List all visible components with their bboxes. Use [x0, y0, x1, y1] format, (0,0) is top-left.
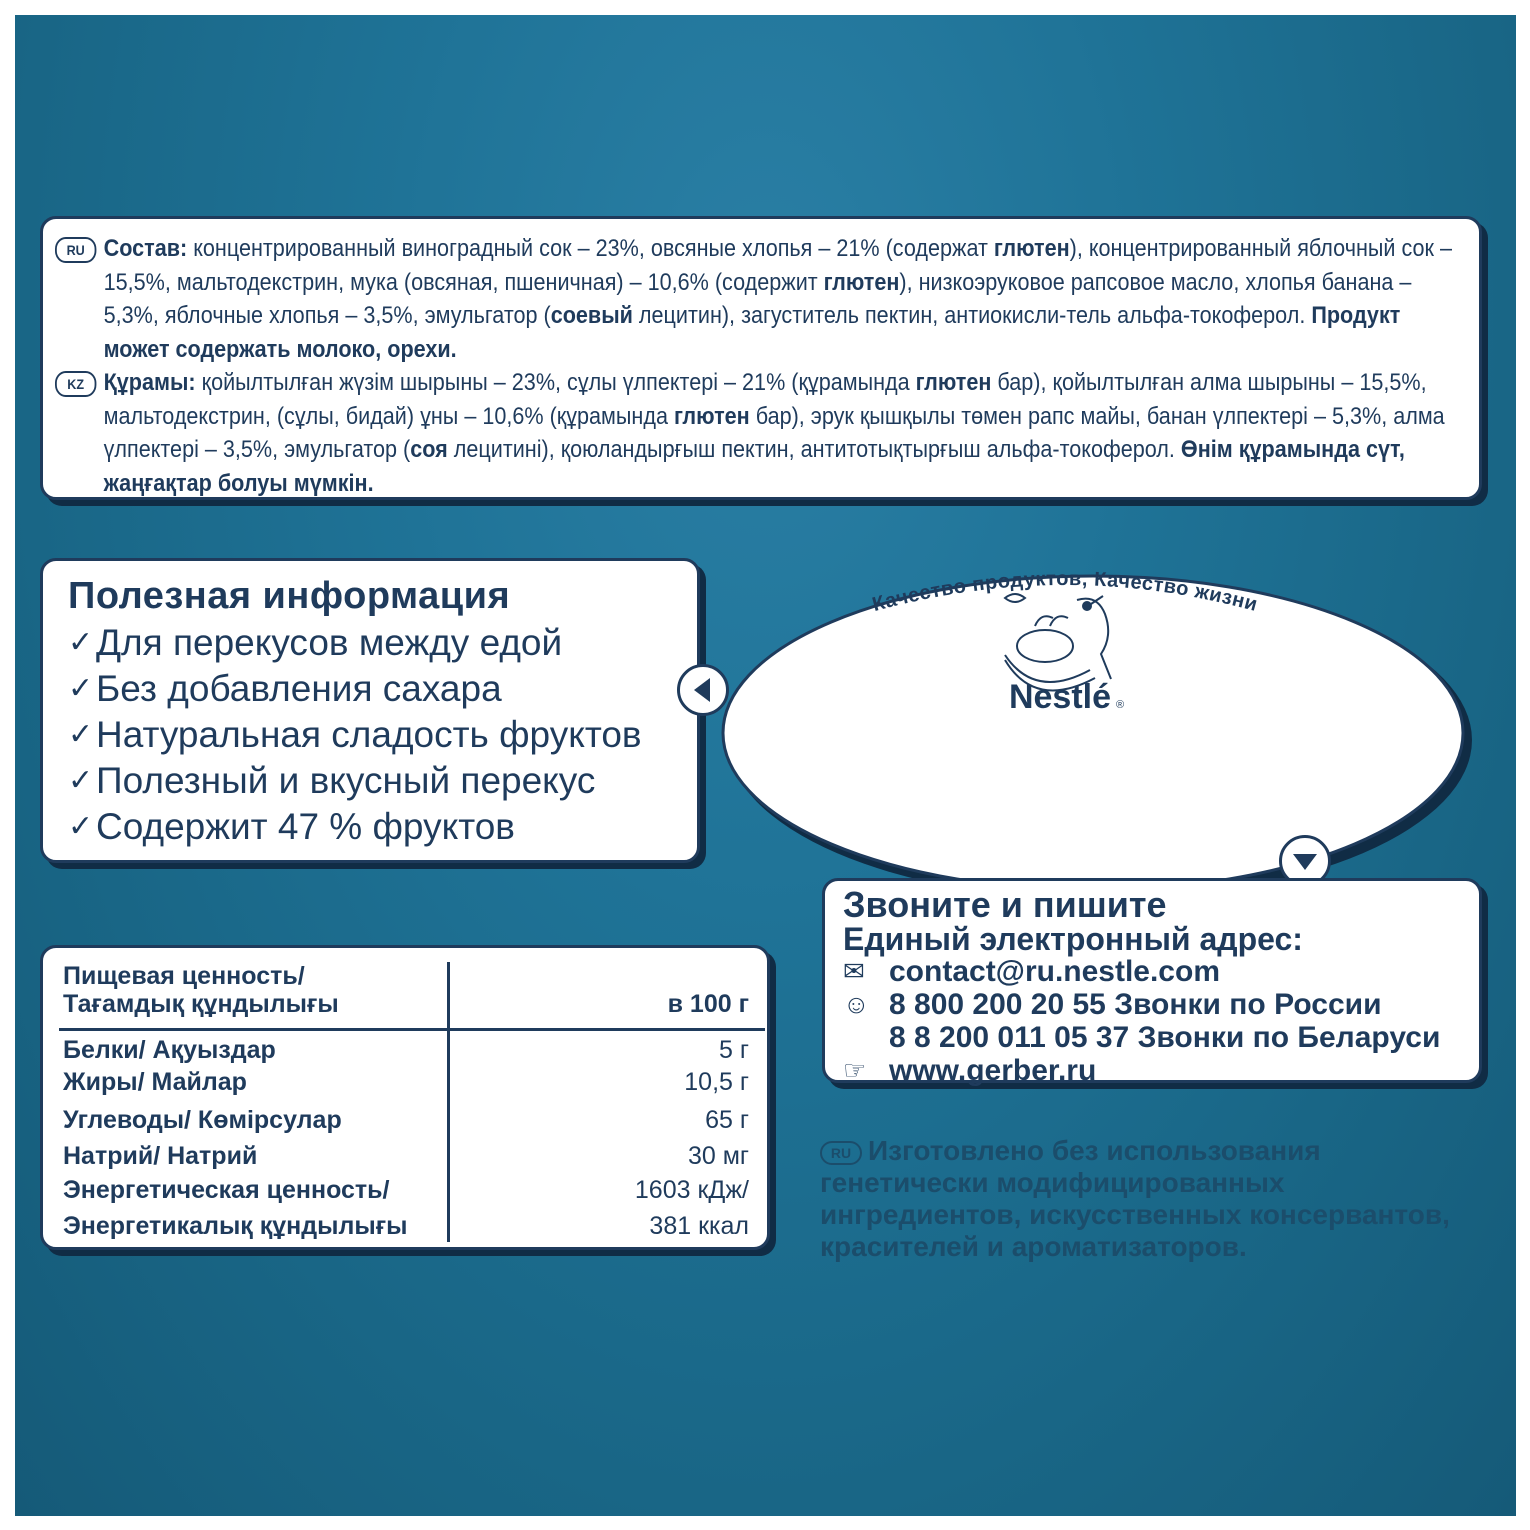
nutrition-header: Пищевая ценность/ Тағамдық құндылығы — [63, 962, 339, 1018]
ru-badge: RU — [820, 1141, 862, 1165]
composition-ru — [55, 232, 1468, 366]
nestle-logo-text: Nestlé — [1008, 678, 1112, 716]
contact-email-row — [843, 955, 1479, 988]
composition-ru-text: Состав: концентрированный виноградный сок – 23%, овсяные хлопья – 21% (содержат глютен), концентрированный яблочный сок – 15,5%, мальтодекстрин, мука (овсяная, пшеничная) – 10,6% (содержит глютен), низкоэруковое рапсовое масло, хлопья банана – 5,3%, яблочные хлопья – 3,5%, эмульгатор (соевый лецитин), загуститель пектин, антиокисли-тель альфа-токоферол. Продукт может содержать молоко, орехи. — [103, 235, 1452, 363]
useful-info-title: Полезная информация — [68, 575, 511, 617]
contact-subtitle: Единый электронный адрес: — [843, 921, 1303, 957]
check-icon: ✓ — [68, 764, 94, 797]
composition-box — [40, 216, 1482, 500]
check-icon: ✓ — [68, 718, 94, 751]
contact-title: Звоните и пишите — [843, 884, 1167, 925]
check-icon: ✓ — [68, 626, 94, 659]
registered-mark: ® — [1116, 699, 1125, 711]
triangle-left-icon — [680, 667, 726, 713]
gmo-note — [820, 1135, 1460, 1263]
brand-oval — [705, 560, 1485, 900]
contact-website[interactable]: www.gerber.ru — [889, 1054, 1097, 1087]
table-row: Углеводы/ Көмірсулар 65 г — [63, 1106, 749, 1134]
composition-kz — [55, 366, 1468, 500]
check-icon: ✓ — [68, 810, 94, 843]
useful-info-item: ✓ Полезный и вкусный перекус — [68, 758, 697, 804]
ru-badge: RU — [55, 237, 96, 263]
oval-shape — [723, 576, 1463, 890]
envelope-icon: ✉ — [843, 956, 865, 986]
contact-phone-row — [843, 1021, 1479, 1054]
table-row: Энергетикалық құндылығы 381 ккал — [63, 1212, 749, 1240]
useful-info-item: ✓ Натуральная сладость фруктов — [68, 712, 697, 758]
useful-info-item: ✓ Без добавления сахара — [68, 666, 697, 712]
table-row: Белки/ Ақуыздар 5 г — [63, 1036, 749, 1064]
contact-web-row — [843, 1054, 1479, 1087]
check-icon: ✓ — [68, 672, 94, 705]
contact-email[interactable]: contact@ru.nestle.com — [889, 955, 1220, 988]
contact-box — [822, 878, 1482, 1087]
useful-info-item: ✓ Для перекусов между едой — [68, 620, 697, 666]
composition-kz-text: Құрамы: қойылтылған жүзім шырыны – 23%, сұлы үлпектері – 21% (құрамында глютен бар), қойылтылған алма шырыны – 15,5%, мальтодекстрин, (сұлы, бидай) ұны – 10,6% (құрамында глютен бар), эрук қышқылы төмен рапс майы, банан үлпектері – 5,3%, алма үлпектері – 3,5%, эмульгатор (соя лецитині), қоюландырғыш пектин, антитотықтырғыш альфа-токоферол. Өнім құрамында сүт, жаңғақтар болуы мүмкін. — [103, 369, 1445, 497]
header-divider — [59, 1028, 765, 1031]
brand-slogan: Качество продуктов, Качество жизни — [870, 567, 1260, 617]
useful-info-item: ✓ Содержит 47 % фруктов — [68, 804, 697, 850]
pointing-hand-icon: ☞ — [843, 1055, 867, 1085]
table-row: Натрий/ Натрий 30 мг — [63, 1142, 749, 1170]
table-row: Энергетическая ценность/ 1603 кДж/ — [63, 1176, 749, 1204]
kz-badge: KZ — [55, 371, 96, 397]
contact-phone-by[interactable]: 8 8 200 011 05 37 Звонки по Беларуси — [889, 1021, 1441, 1054]
contact-phone-ru[interactable]: 8 800 200 20 55 Звонки по России — [889, 988, 1382, 1021]
table-row: Жиры/ Майлар 10,5 г — [63, 1068, 749, 1096]
nutrition-per: в 100 г — [667, 990, 749, 1018]
useful-info-box — [40, 558, 700, 863]
headset-icon: ☺ — [843, 989, 870, 1019]
contact-phone-row — [843, 988, 1479, 1021]
gmo-note-text: Изготовлено без использования генетически модифицированных ингредиентов, искусственных консервантов, красителей и ароматизаторов. — [820, 1135, 1450, 1262]
nutrition-table — [40, 945, 770, 1250]
left-arrow-button[interactable] — [677, 664, 729, 716]
brand-oval-svg — [705, 560, 1485, 900]
